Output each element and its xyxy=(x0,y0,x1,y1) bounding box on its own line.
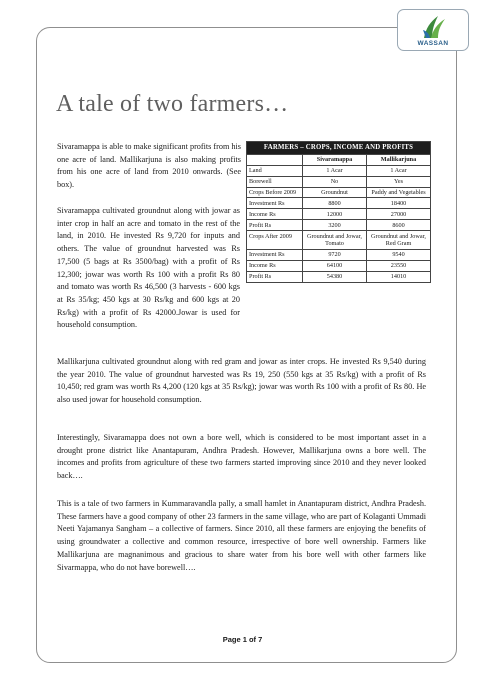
row-label: Crops After 2009 xyxy=(247,231,303,250)
sivaramappa-value: 1 Acar xyxy=(303,165,367,176)
row-label: Crops Before 2009 xyxy=(247,187,303,198)
mallikarjuna-value: 27000 xyxy=(367,209,431,220)
row-label: Profit Rs xyxy=(247,271,303,282)
table-title: FARMERS – CROPS, INCOME AND PROFITS xyxy=(247,142,431,155)
table-row xyxy=(247,176,431,187)
mallikarjuna-value: 1 Acar xyxy=(367,165,431,176)
mallikarjuna-value: Yes xyxy=(367,176,431,187)
row-label: Investment Rs xyxy=(247,198,303,209)
table-row xyxy=(247,187,431,198)
row-label: Profit Rs xyxy=(247,220,303,231)
page-title: A tale of two farmers… xyxy=(56,91,289,117)
mallikarjuna-value: Paddy and Vegetables xyxy=(367,187,431,198)
sivaramappa-value: 54380 xyxy=(303,271,367,282)
table-row xyxy=(247,220,431,231)
table-row xyxy=(247,209,431,220)
logo-text: WASSAN xyxy=(417,40,449,47)
mallikarjuna-value: 9540 xyxy=(367,249,431,260)
sivaramappa-value: No xyxy=(303,176,367,187)
row-label: Land xyxy=(247,165,303,176)
sivaramappa-value: 8800 xyxy=(303,198,367,209)
closing-paragraph: This is a tale of two farmers in Kummaravandla pally, a small hamlet in Anantapuram district, Andhra Pradesh. These farmers have a good company of other 23 farmers in the same village, who are part of Kolaganti Ummadi Neeti Yajamanya Sangham – a collective of farmers. Since 2010, all these farmers are enjoying the benefits of using groundwater a collective and common resource, irrespective of bore well ownership. Farmers like Mallikarjuna are magnanimous and gracious to share water from his bore well with other farmers like Sivarmappa, who do not have borewell…. xyxy=(57,499,426,572)
sivaramappa-paragraph: Sivaramappa cultivated groundnut along with jowar as inter crop in half an acre and tomato in the rest of the land, in 2010. He invested Rs 9,720 for inputs and others. The value of groundnut harvested was Rs 17,500 (5 bags at Rs 3500/bag) with a profit of Rs 12,300; jowar was worth Rs 100 with a profit Rs 80 and tomato was worth Rs 46,500 (3 harvests - 600 kgs at Rs 35/kg; 450 kgs at 30 Rs/kg and 600 kgs at 20 Rs/kg) with a profit of Rs 42000.Jowar is used for household consumption. xyxy=(57,206,240,330)
wassan-logo xyxy=(397,9,469,51)
mallikarjuna-value: 18400 xyxy=(367,198,431,209)
table-header-sivaramappa: Sivaramappa xyxy=(303,154,367,165)
borewell-paragraph: Interestingly, Sivaramappa does not own a bore well, which is considered to be most important asset in a drought prone district like Anantapuram, Andhra Pradesh. However, Mallikarjuna owns a bore well. The incomes and profits from agriculture of these two farmers started improving since 2010 and they never looked back…. xyxy=(57,433,426,481)
sivaramappa-value: Groundnut xyxy=(303,187,367,198)
mallikarjuna-paragraph: Mallikarjuna cultivated groundnut along with red gram and jowar as inter crops. He invested Rs 9,540 during the year 2010. The value of groundnut harvested was Rs 19, 250 (550 kgs at 35 Rs/kg) with a profit of Rs 10,450; red gram was worth Rs 4,200 (120 kgs at 35 Rs/kg); jowar was worth Rs 100 with a profit of Rs 80. He also used jowar for household consumption. xyxy=(57,357,426,405)
farmers-table xyxy=(246,141,431,283)
row-label: Borewell xyxy=(247,176,303,187)
mallikarjuna-value: 23550 xyxy=(367,260,431,271)
sivaramappa-value: 3200 xyxy=(303,220,367,231)
table-row xyxy=(247,198,431,209)
mallikarjuna-value: 8600 xyxy=(367,220,431,231)
sivaramappa-value: 64100 xyxy=(303,260,367,271)
mallikarjuna-value: 14010 xyxy=(367,271,431,282)
table-row xyxy=(247,260,431,271)
intro-paragraph: Sivaramappa is able to make significant profits from his one acre of land. Mallikarjuna is also making profits from his one acre of land from 2010 onwards. (See box). xyxy=(57,142,241,190)
sivaramappa-value: 9720 xyxy=(303,249,367,260)
table-row xyxy=(247,231,431,250)
table-header-mallikarjuna: Mallikarjuna xyxy=(367,154,431,165)
sivaramappa-value: Groundnut and Jowar, Tomato xyxy=(303,231,367,250)
mallikarjuna-value: Groundnut and Jowar, Red Gram xyxy=(367,231,431,250)
row-label: Income Rs xyxy=(247,260,303,271)
table-header-empty xyxy=(247,154,303,165)
water-leaf-icon xyxy=(420,14,448,40)
row-label: Investment Rs xyxy=(247,249,303,260)
table-row xyxy=(247,271,431,282)
table-row xyxy=(247,165,431,176)
table-row xyxy=(247,249,431,260)
row-label: Income Rs xyxy=(247,209,303,220)
page-number: Page 1 of 7 xyxy=(222,635,263,644)
sivaramappa-value: 12000 xyxy=(303,209,367,220)
